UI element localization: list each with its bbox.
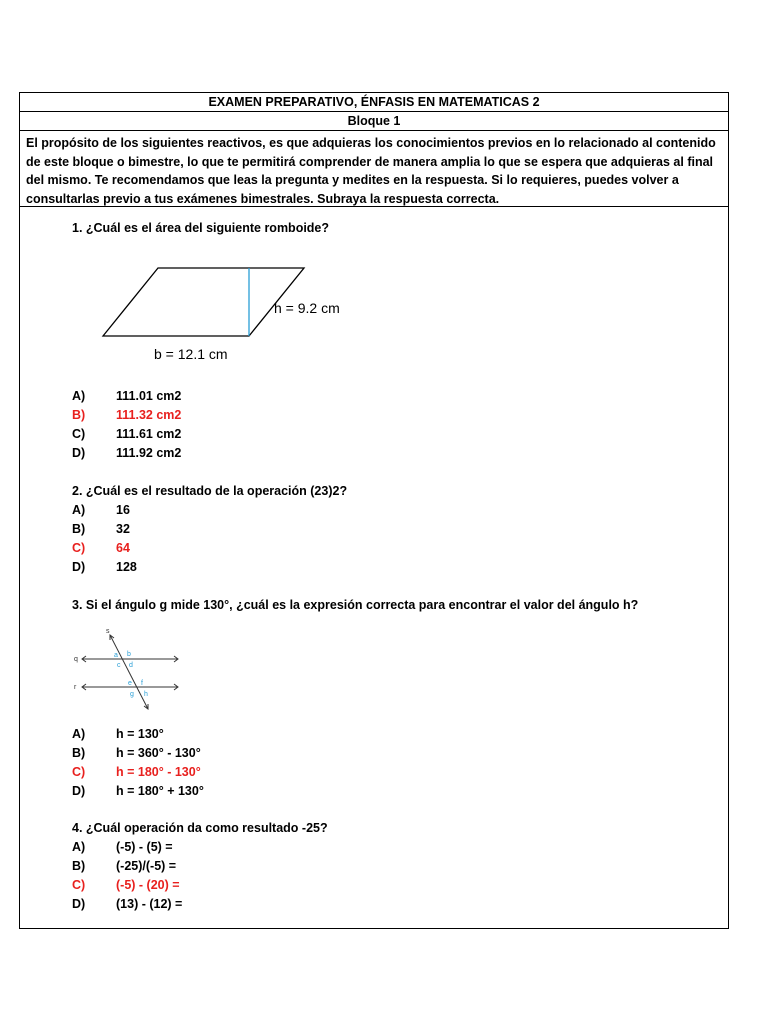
option-text: 16: [116, 503, 130, 517]
option-letter: C): [72, 878, 86, 892]
q2-option-b[interactable]: [72, 520, 130, 539]
question-3-text: 3. Si el ángulo g mide 130°, ¿cuál es la expresión correcta para encontrar el valor del ángulo h?: [72, 598, 639, 612]
option-text: 128: [116, 560, 137, 574]
option-letter: A): [72, 389, 86, 403]
option-text: 32: [116, 522, 130, 536]
option-text: 64: [116, 541, 130, 555]
questions-area: [20, 207, 728, 927]
label-e: e: [128, 680, 132, 687]
option-text: (-25)/(-5) =: [116, 859, 177, 873]
parallel-lines-figure: [72, 625, 184, 711]
label-g: g: [130, 691, 134, 698]
option-letter: D): [72, 560, 86, 574]
option-text: 111.92 cm2: [116, 446, 182, 460]
option-letter: C): [72, 765, 86, 779]
q1-option-a[interactable]: [72, 387, 181, 406]
option-letter: D): [72, 446, 86, 460]
option-text: (-5) - (20) =: [116, 878, 180, 892]
q4-option-d[interactable]: [72, 895, 182, 914]
q3-option-c[interactable]: [72, 763, 201, 782]
q4-option-c[interactable]: [72, 876, 180, 895]
label-f: f: [141, 680, 143, 687]
option-text: h = 180° + 130°: [116, 784, 204, 798]
q1-option-d[interactable]: [72, 444, 181, 463]
q4-option-a[interactable]: [72, 838, 173, 857]
intro-paragraph: El propósito de los siguientes reactivos, es que adquieras los conocimientos previos en lo relacionado al contenido de este bloque o bimestre, lo que te permitirá comprender de manera amplia lo que se espera que adquieras al final del mismo. Te recomendamos que leas la pregunta y medites en la respuesta. Si lo requieres, puedes volver a consultarlas previo a tus exámenes bimestrales. Subraya la respuesta correcta.: [20, 131, 728, 207]
q1-option-b[interactable]: [72, 406, 181, 425]
option-letter: B): [72, 522, 86, 536]
block-label: Bloque 1: [20, 112, 728, 131]
option-letter: B): [72, 408, 86, 422]
option-text: h = 360° - 130°: [116, 746, 201, 760]
rhomboid-figure: [73, 251, 357, 373]
q3-option-b[interactable]: [72, 744, 201, 763]
line-s: [110, 635, 148, 709]
option-text: 111.61 cm2: [116, 427, 182, 441]
option-letter: D): [72, 784, 86, 798]
base-label: b = 12.1 cm: [154, 346, 228, 362]
height-label: h = 9.2 cm: [274, 300, 340, 316]
q3-option-a[interactable]: [72, 725, 164, 744]
q4-option-b[interactable]: [72, 857, 176, 876]
label-c: c: [117, 662, 121, 669]
option-text: 111.32 cm2: [116, 408, 182, 422]
q2-option-d[interactable]: [72, 558, 137, 577]
label-b: b: [127, 651, 131, 658]
label-q: q: [74, 656, 78, 663]
label-h: h: [144, 691, 148, 698]
option-text: h = 130°: [116, 727, 164, 741]
question-2-text: 2. ¿Cuál es el resultado de la operación (23)2?: [72, 484, 348, 498]
q3-option-d[interactable]: [72, 782, 204, 801]
q1-option-c[interactable]: [72, 425, 181, 444]
option-letter: A): [72, 503, 86, 517]
question-1-text: 1. ¿Cuál es el área del siguiente romboide?: [72, 221, 330, 235]
exam-sheet: [19, 92, 729, 929]
option-letter: A): [72, 727, 86, 741]
option-text: (13) - (12) =: [116, 897, 183, 911]
option-letter: B): [72, 746, 86, 760]
label-s: s: [106, 628, 110, 635]
question-4-text: 4. ¿Cuál operación da como resultado -25?: [72, 821, 328, 835]
label-a: a: [114, 652, 118, 659]
option-text: 111.01 cm2: [116, 389, 182, 403]
label-d: d: [129, 662, 133, 669]
exam-title: EXAMEN PREPARATIVO, ÉNFASIS EN MATEMATICAS 2: [20, 93, 728, 112]
q2-option-c[interactable]: [72, 539, 130, 558]
q2-option-a[interactable]: [72, 501, 130, 520]
label-r: r: [74, 684, 77, 691]
option-text: h = 180° - 130°: [116, 765, 201, 779]
option-letter: C): [72, 541, 86, 555]
option-letter: C): [72, 427, 86, 441]
option-letter: A): [72, 840, 86, 854]
option-letter: B): [72, 859, 86, 873]
option-letter: D): [72, 897, 86, 911]
option-text: (-5) - (5) =: [116, 840, 173, 854]
